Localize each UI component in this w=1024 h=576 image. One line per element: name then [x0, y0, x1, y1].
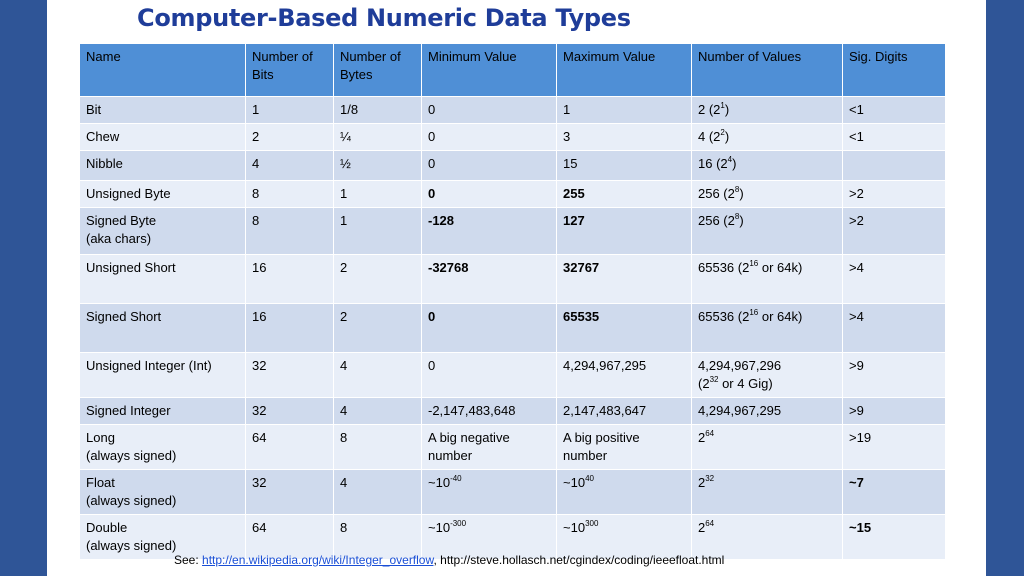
cell-min: [422, 124, 557, 151]
cell-min: [422, 208, 557, 255]
table-row: [80, 208, 946, 255]
cell-name: [80, 181, 246, 208]
cell-sig: [843, 151, 946, 181]
cell-bytes: 1: [334, 181, 422, 208]
cell-min-value: 0: [428, 129, 436, 144]
slide: [47, 0, 986, 576]
cell-bytes: 2: [334, 304, 422, 353]
cell-max-value: 1: [563, 102, 571, 117]
cell-max-value: 2,147,483,647: [563, 403, 647, 418]
cell-name-line: Float: [86, 475, 115, 490]
cell-min: [422, 398, 557, 425]
cell-name-line: Double: [86, 520, 128, 535]
cell-name-line: Unsigned Integer (Int): [86, 358, 212, 373]
cell-values-text: 65536 (2: [698, 309, 750, 324]
cell-sig-value: >9: [849, 358, 864, 373]
cell-bytes: 4: [334, 353, 422, 398]
cell-max: [557, 425, 692, 470]
header-values: Number of Values: [692, 44, 843, 97]
footnote-prefix: See:: [174, 553, 203, 567]
cell-values-text: 4,294,967,295: [698, 403, 782, 418]
cell-values-text: 4,294,967,296: [698, 358, 782, 373]
cell-bits: 1: [246, 97, 334, 124]
cell-min-value: ~10: [428, 475, 451, 490]
wikipedia-link[interactable]: http://en.wikipedia.org/wiki/Integer_overflow: [202, 553, 434, 567]
header-min: Minimum Value: [422, 44, 557, 97]
cell-name: [80, 470, 246, 515]
cell-name: [80, 398, 246, 425]
cell-max: [557, 181, 692, 208]
cell-sig: [843, 255, 946, 304]
cell-sig-value: <1: [849, 102, 864, 117]
cell-max: [557, 255, 692, 304]
cell-values-text: or 64k): [758, 260, 803, 275]
cell-values-text: 2: [698, 430, 706, 445]
cell-min-value: 0: [428, 358, 436, 373]
cell-min: [422, 470, 557, 515]
cell-min: [422, 97, 557, 124]
cell-values-text: 256 (2: [698, 186, 735, 201]
header-name: Name: [80, 44, 246, 97]
hollasch-url: http://steve.hollasch.net/cgindex/coding/ieeefloat.html: [440, 553, 725, 567]
cell-bits: 16: [246, 304, 334, 353]
cell-name: [80, 151, 246, 181]
cell-sig: [843, 515, 946, 560]
cell-name-line: (always signed): [86, 538, 177, 553]
table-row: [80, 124, 946, 151]
cell-name: [80, 208, 246, 255]
cell-min-value: 0: [428, 186, 436, 201]
cell-name: [80, 353, 246, 398]
cell-bytes: ½: [334, 151, 422, 181]
cell-bits: 8: [246, 208, 334, 255]
cell-max-value: ~10: [563, 475, 586, 490]
table-row: [80, 97, 946, 124]
cell-values-text: 2: [698, 475, 706, 490]
table-row: [80, 353, 946, 398]
cell-values-exponent: 8: [734, 184, 740, 194]
cell-max: [557, 151, 692, 181]
cell-name-line: Unsigned Short: [86, 260, 176, 275]
cell-values-text: ): [724, 102, 730, 117]
cell-bits: 32: [246, 470, 334, 515]
cell-values: [692, 425, 843, 470]
cell-name: [80, 255, 246, 304]
cell-max: [557, 304, 692, 353]
cell-name: [80, 97, 246, 124]
cell-name-line: (aka chars): [86, 231, 152, 246]
cell-name-line: Nibble: [86, 156, 123, 171]
cell-min: [422, 353, 557, 398]
cell-values-exponent: 16: [749, 307, 759, 317]
cell-sig-value: >19: [849, 430, 872, 445]
cell-bits: 32: [246, 398, 334, 425]
cell-sig: [843, 398, 946, 425]
cell-values: [692, 151, 843, 181]
cell-name: [80, 425, 246, 470]
cell-values: [692, 255, 843, 304]
cell-name-line: Signed Short: [86, 309, 162, 324]
cell-min-value: -128: [428, 213, 455, 228]
cell-min: [422, 425, 557, 470]
table-row: [80, 181, 946, 208]
cell-values-text: 4 (2: [698, 129, 721, 144]
cell-values-exponent: 32: [709, 374, 719, 384]
cell-max-exponent: 300: [585, 518, 599, 528]
cell-sig-value: ~7: [849, 475, 864, 490]
cell-values-exponent: 16: [749, 258, 759, 268]
cell-max: [557, 208, 692, 255]
cell-values: [692, 181, 843, 208]
cell-values: [692, 208, 843, 255]
cell-values: [692, 470, 843, 515]
cell-max: [557, 124, 692, 151]
cell-sig-value: >4: [849, 309, 864, 324]
cell-values-exponent: 1: [720, 100, 725, 110]
cell-bits: 8: [246, 181, 334, 208]
cell-bytes: 4: [334, 398, 422, 425]
footnote-separator: ,: [433, 553, 441, 567]
cell-values: [692, 124, 843, 151]
cell-min: [422, 255, 557, 304]
cell-min-value: 0: [428, 309, 436, 324]
cell-sig: [843, 181, 946, 208]
cell-sig: [843, 124, 946, 151]
cell-min: [422, 151, 557, 181]
cell-bits: 4: [246, 151, 334, 181]
cell-min: [422, 304, 557, 353]
cell-name: [80, 124, 246, 151]
header-bits: Number of Bits: [246, 44, 334, 97]
cell-max-value: 32767: [563, 260, 600, 275]
cell-bits: 2: [246, 124, 334, 151]
cell-values: [692, 398, 843, 425]
cell-bytes: 8: [334, 515, 422, 560]
cell-max-value: A big positive number: [563, 430, 640, 463]
cell-values-exponent: 64: [705, 518, 715, 528]
cell-bits: 64: [246, 425, 334, 470]
cell-values-text: ): [739, 213, 744, 228]
table-row: [80, 151, 946, 181]
cell-name-line: Long: [86, 430, 115, 445]
cell-values-exponent: 8: [734, 211, 740, 221]
cell-min-value: A big negative number: [428, 430, 510, 463]
table-row: [80, 398, 946, 425]
cell-sig-value: >2: [849, 186, 864, 201]
cell-name-line: Unsigned Byte: [86, 186, 171, 201]
cell-bytes: 1: [334, 208, 422, 255]
cell-max-value: 3: [563, 129, 571, 144]
cell-sig: [843, 208, 946, 255]
table-row: [80, 255, 946, 304]
cell-bits: 16: [246, 255, 334, 304]
cell-min-value: 0: [428, 102, 436, 117]
cell-values-text: ): [739, 186, 744, 201]
cell-sig-value: >2: [849, 213, 864, 228]
cell-sig: [843, 425, 946, 470]
cell-max-value: 15: [563, 156, 578, 171]
cell-bits: 32: [246, 353, 334, 398]
cell-values: [692, 353, 843, 398]
cell-min-exponent: -40: [450, 473, 462, 483]
cell-values-exponent: 2: [720, 127, 725, 137]
cell-bytes: 1/8: [334, 97, 422, 124]
cell-bytes: ¼: [334, 124, 422, 151]
cell-max-value: 127: [563, 213, 585, 228]
cell-name-line: (always signed): [86, 493, 177, 508]
cell-name-line: Signed Byte: [86, 213, 157, 228]
cell-sig-value: <1: [849, 129, 864, 144]
cell-max-value: 4,294,967,295: [563, 358, 647, 373]
cell-sig: [843, 304, 946, 353]
cell-name-line: Signed Integer: [86, 403, 171, 418]
header-bytes: Number of Bytes: [334, 44, 422, 97]
cell-bytes: 2: [334, 255, 422, 304]
table-row: [80, 304, 946, 353]
cell-values-text: or 64k): [758, 309, 803, 324]
cell-sig: [843, 353, 946, 398]
cell-values-text: 256 (2: [698, 213, 735, 228]
cell-values-text: 65536 (2: [698, 260, 750, 275]
cell-max: [557, 353, 692, 398]
cell-min-exponent: -300: [450, 518, 467, 528]
cell-values-text: ): [732, 156, 737, 171]
cell-values-exponent: 4: [727, 154, 733, 164]
cell-values-exponent: 64: [705, 428, 715, 438]
numeric-types-table: [79, 43, 946, 560]
cell-min-value: 0: [428, 156, 436, 171]
cell-sig-value: >4: [849, 260, 864, 275]
cell-values-text: or 4 Gig): [718, 376, 773, 391]
cell-max: [557, 398, 692, 425]
cell-values: [692, 304, 843, 353]
cell-max: [557, 97, 692, 124]
cell-values-text: 2 (2: [698, 102, 721, 117]
slide-title: Computer-Based Numeric Data Types: [137, 4, 631, 32]
cell-min-value: ~10: [428, 520, 451, 535]
header-max: Maximum Value: [557, 44, 692, 97]
cell-bytes: 8: [334, 425, 422, 470]
cell-sig-value: ~15: [849, 520, 872, 535]
cell-values-text: 16 (2: [698, 156, 728, 171]
cell-name-line: Bit: [86, 102, 102, 117]
cell-sig: [843, 97, 946, 124]
cell-bytes: 4: [334, 470, 422, 515]
cell-sig-value: >9: [849, 403, 864, 418]
cell-values-text: ): [724, 129, 730, 144]
cell-max: [557, 470, 692, 515]
cell-bits: 64: [246, 515, 334, 560]
header-sig: Sig. Digits: [843, 44, 946, 97]
header-row: [80, 44, 946, 97]
cell-max-value: 65535: [563, 309, 600, 324]
cell-values-text: 2: [698, 520, 706, 535]
cell-values-text: (2: [698, 376, 710, 391]
cell-values: [692, 97, 843, 124]
cell-values-exponent: 32: [705, 473, 715, 483]
table-row: [80, 470, 946, 515]
cell-min-value: -32768: [428, 260, 469, 275]
cell-name: [80, 304, 246, 353]
cell-name-line: (always signed): [86, 448, 177, 463]
cell-max-value: ~10: [563, 520, 586, 535]
cell-min: [422, 181, 557, 208]
cell-max-value: 255: [563, 186, 585, 201]
cell-min-value: -2,147,483,648: [428, 403, 516, 418]
cell-max-exponent: 40: [585, 473, 594, 483]
cell-sig: [843, 470, 946, 515]
cell-name-line: Chew: [86, 129, 120, 144]
table-row: [80, 425, 946, 470]
footnote: [174, 553, 724, 567]
